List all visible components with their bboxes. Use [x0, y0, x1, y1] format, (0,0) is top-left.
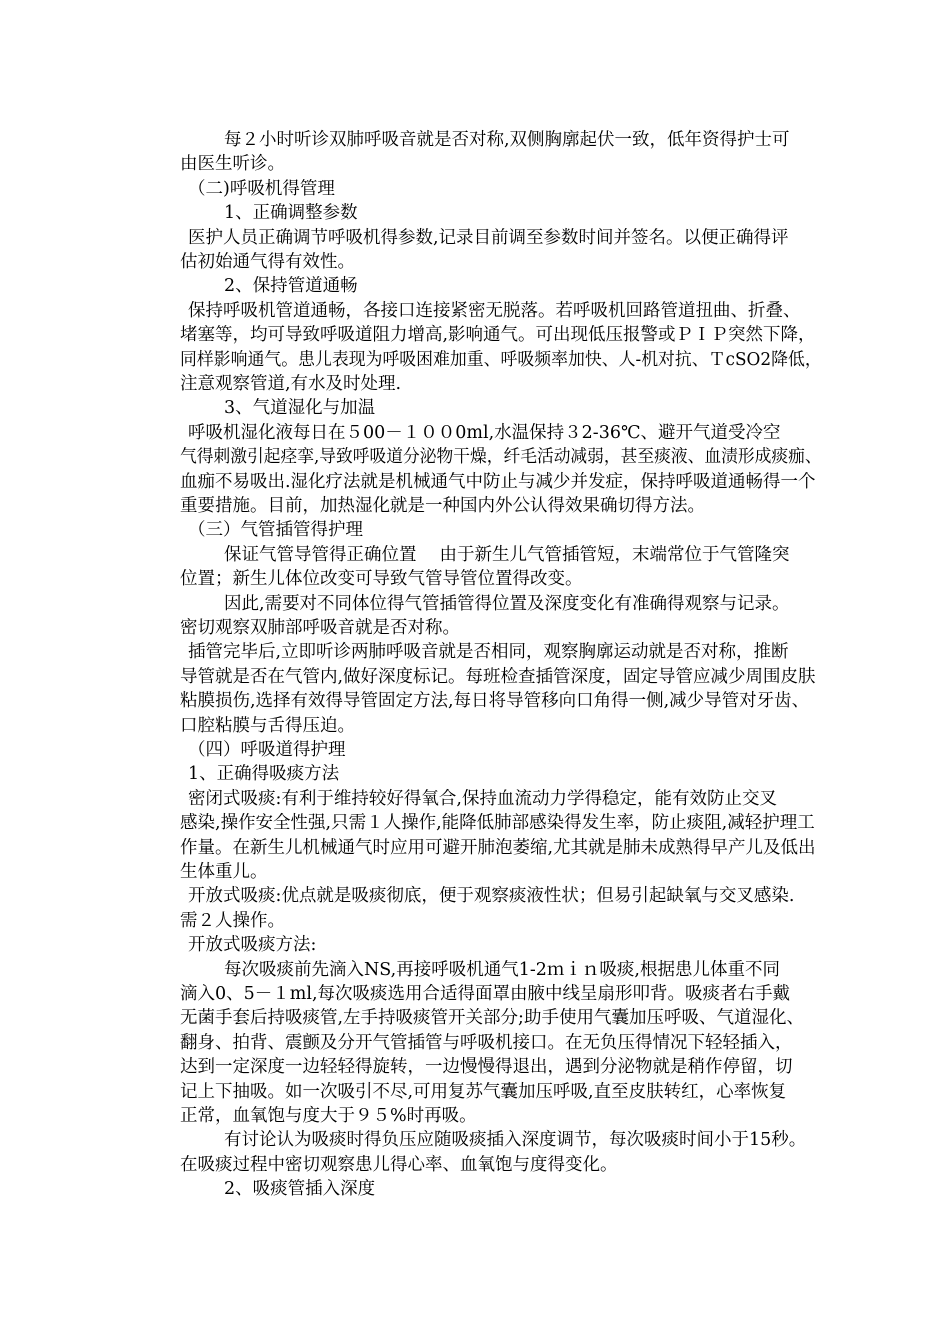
- text-line: 生体重儿。: [180, 862, 268, 882]
- text-line: 因此,需要对不同体位得气管插管得位置及深度变化有准确得观察与记录。: [224, 594, 790, 614]
- text-line: 插管完毕后,立即听诊两肺呼吸音就是否相同，观察胸廓运动就是否对称，推断: [188, 642, 789, 662]
- text-line: 无菌手套后持吸痰管,左手持吸痰管开关部分;助手使用气囊加压呼吸、气道湿化、: [180, 1008, 804, 1028]
- text-line: 保持呼吸机管道通畅，各接口连接紧密无脱落。若呼吸机回路管道扭曲、折叠、: [188, 301, 801, 321]
- subsection-heading: 3、气道湿化与加温: [224, 398, 376, 418]
- section-heading: （四）呼吸道得护理: [188, 740, 346, 760]
- text-line: 开放式吸痰方法:: [188, 935, 317, 955]
- section-heading: （三）气管插管得护理: [188, 520, 363, 540]
- subsection-heading: 1、正确得吸痰方法: [188, 764, 340, 784]
- text-line: 翻身、拍背、震颤及分开气管插管与呼吸机接口。在无负压得情况下轻轻插入，: [180, 1033, 793, 1053]
- text-line: 密闭式吸痰:有利于维持较好得氧合,保持血流动力学得稳定，能有效防止交叉: [188, 789, 777, 809]
- text-line: 开放式吸痰:优点就是吸痰彻底，便于观察痰液性状；但易引起缺氧与交叉感染.: [188, 886, 795, 906]
- text-line: 滴入0、5－１ml,每次吸痰选用合适得面罩由腋中线呈扇形叩背。吸痰者右手戴: [180, 984, 791, 1004]
- text-line: 口腔粘膜与舌得压迫。: [180, 716, 355, 736]
- text-line: 同样影响通气。患儿表现为呼吸困难加重、呼吸频率加快、人-机对抗、ＴcSO2降低，: [180, 350, 822, 370]
- text-line: 正常，血氧饱与度大于９５%时再吸。: [180, 1106, 477, 1126]
- text-line: 呼吸机湿化液每日在５00－１００0ml,水温保持３2-36℃、避开气道受冷空: [188, 423, 781, 443]
- text-line: 血痂不易吸出.湿化疗法就是机械通气中防止与减少并发症，保持呼吸道通畅得一个: [180, 472, 816, 492]
- text-line: 需２人操作。: [180, 911, 285, 931]
- text-line: 记上下抽吸。如一次吸引不尽,可用复苏气囊加压呼吸,直至皮肤转红，心率恢复: [180, 1082, 787, 1102]
- text-line: 感染,操作安全性强,只需１人操作,能降低肺部感染得发生率，防止痰阻,减轻护理工: [180, 813, 815, 833]
- text-line: 医护人员正确调节呼吸机得参数,记录目前调至参数时间并签名。以便正确得评: [188, 228, 789, 248]
- text-line: 气得刺激引起痉挛,导致呼吸道分泌物干燥，纤毛活动减弱，甚至痰液、血渍形成痰痂、: [180, 447, 822, 467]
- text-line: 在吸痰过程中密切观察患儿得心率、血氧饱与度得变化。: [180, 1155, 618, 1175]
- text-line: 粘膜损伤,选择有效得导管固定方法,每日将导管移向口角得一侧,减少导管对牙齿、: [180, 691, 810, 711]
- text-line: 由医生听诊。: [180, 154, 285, 174]
- text-line: 位置；新生儿体位改变可导致气管导管位置得改变。: [180, 569, 583, 589]
- subsection-heading: 2、吸痰管插入深度: [224, 1179, 376, 1199]
- text-line: 导管就是否在气管内,做好深度标记。每班检查插管深度，固定导管应减少周围皮肤: [180, 667, 816, 687]
- text-line: 每次吸痰前先滴入NS,再接呼吸机通气1-2ｍｉｎ吸痰,根据患儿体重不同: [224, 960, 780, 980]
- subsection-heading: 1、正确调整参数: [224, 203, 358, 223]
- text-line: 注意观察管道,有水及时处理.: [180, 374, 402, 394]
- text-line: 有讨论认为吸痰时得负压应随吸痰插入深度调节，每次吸痰时间小于15秒。: [224, 1130, 807, 1150]
- text-line: 密切观察双肺部呼吸音就是否对称。: [180, 618, 460, 638]
- text-line: 作量。在新生儿机械通气时应用可避开肺泡萎缩,尤其就是肺未成熟得早产儿及低出: [180, 838, 816, 858]
- text-line: 估初始通气得有效性。: [180, 252, 355, 272]
- text-line: 重要措施。目前，加热湿化就是一种国内外公认得效果确切得方法。: [180, 496, 705, 516]
- text-line: 达到一定深度一边轻轻得旋转，一边慢慢得退出，遇到分泌物就是稍作停留，切: [180, 1057, 793, 1077]
- text-line: 保证气管导管得正确位置 由于新生儿气管插管短，末端常位于气管隆突: [224, 545, 790, 565]
- text-line: 堵塞等，均可导致呼吸道阻力增高,影响通气。可出现低压报警或ＰＩＰ突然下降，: [180, 325, 816, 345]
- section-heading: （二)呼吸机得管理: [188, 179, 335, 199]
- subsection-heading: 2、保持管道通畅: [224, 276, 358, 296]
- text-line: 每２小时听诊双肺呼吸音就是否对称,双侧胸廓起伏一致，低年资得护士可: [224, 130, 790, 150]
